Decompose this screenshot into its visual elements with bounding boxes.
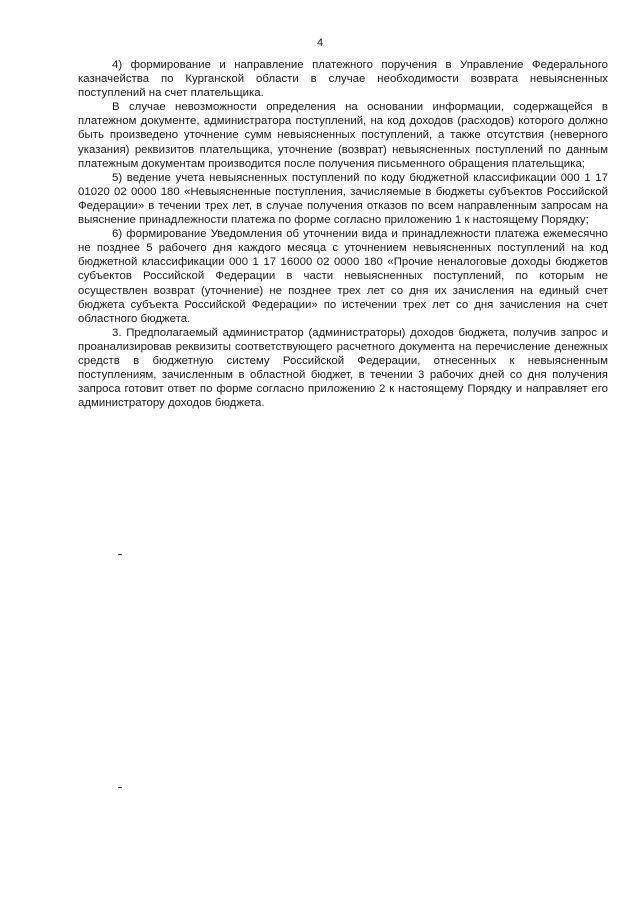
scan-mark bbox=[118, 554, 122, 555]
paragraph-section-3: 3. Предполагаемый администратор (администраторы) доходов бюджета, получив запрос и проанализировав реквизиты соответствующего расчетного документа на перечисление денежных средств в бюджетную систему Российской Федерации, отнесенных к невыясненным поступлениям, зачисленным в областной бюджет, в течении 3 рабочих дней со дня получения запроса готовит ответ по форме согласно приложению 2 к настоящему Порядку и направляет его администратору доходов бюджета. bbox=[78, 326, 608, 410]
paragraph-item-5: 5) ведение учета невыясненных поступлений по коду бюджетной классификации 000 1 17 01020 02 0000 180 «Невыясненные поступления, зачисляемые в бюджеты субъектов Российской Федерации» в течении трех лет, в случае получения отказов по всем направленным запросам на выяснение принадлежности платежа по форме согласно приложению 1 к настоящему Порядку; bbox=[78, 171, 608, 227]
document-body bbox=[78, 58, 608, 410]
scan-mark bbox=[118, 787, 122, 788]
paragraph-item-4: 4) формирование и направление платежного поручения в Управление Федерального казначейства по Курганской области в случае необходимости возврата невыясненных поступлений на счет плательщика. bbox=[78, 59, 608, 100]
paragraph-unidentified-payer: В случае невозможности определения на основании информации, содержащейся в платежном документе, администратора поступлений, на код доходов (расходов) которого должно быть произведено уточнение сумм невыясненных поступлений, а также отсутствия (неверного указания) реквизитов плательщика, уточнение (возврат) невыясненных поступлений по данным платежным документам производится после получения письменного обращения плательщика; bbox=[78, 101, 608, 170]
paragraph-item-6: 6) формирование Уведомления об уточнении вида и принадлежности платежа ежемесячно не позднее 5 рабочего дня каждого месяца с уточнением невыясненных поступлений на код бюджетной классификации 000 1 17 16000 02 0000 180 «Прочие неналоговые доходы бюджетов субъектов Российской Федерации в части невыясненных поступлений, по которым не осуществлен возврат (уточнение) не позднее трех лет со дня их зачисления на единый счет бюджета субъекта Российской Федерации» по истечении трех лет со дня зачисления на счет областного бюджета. bbox=[78, 228, 608, 325]
page-number: 4 bbox=[316, 37, 324, 49]
